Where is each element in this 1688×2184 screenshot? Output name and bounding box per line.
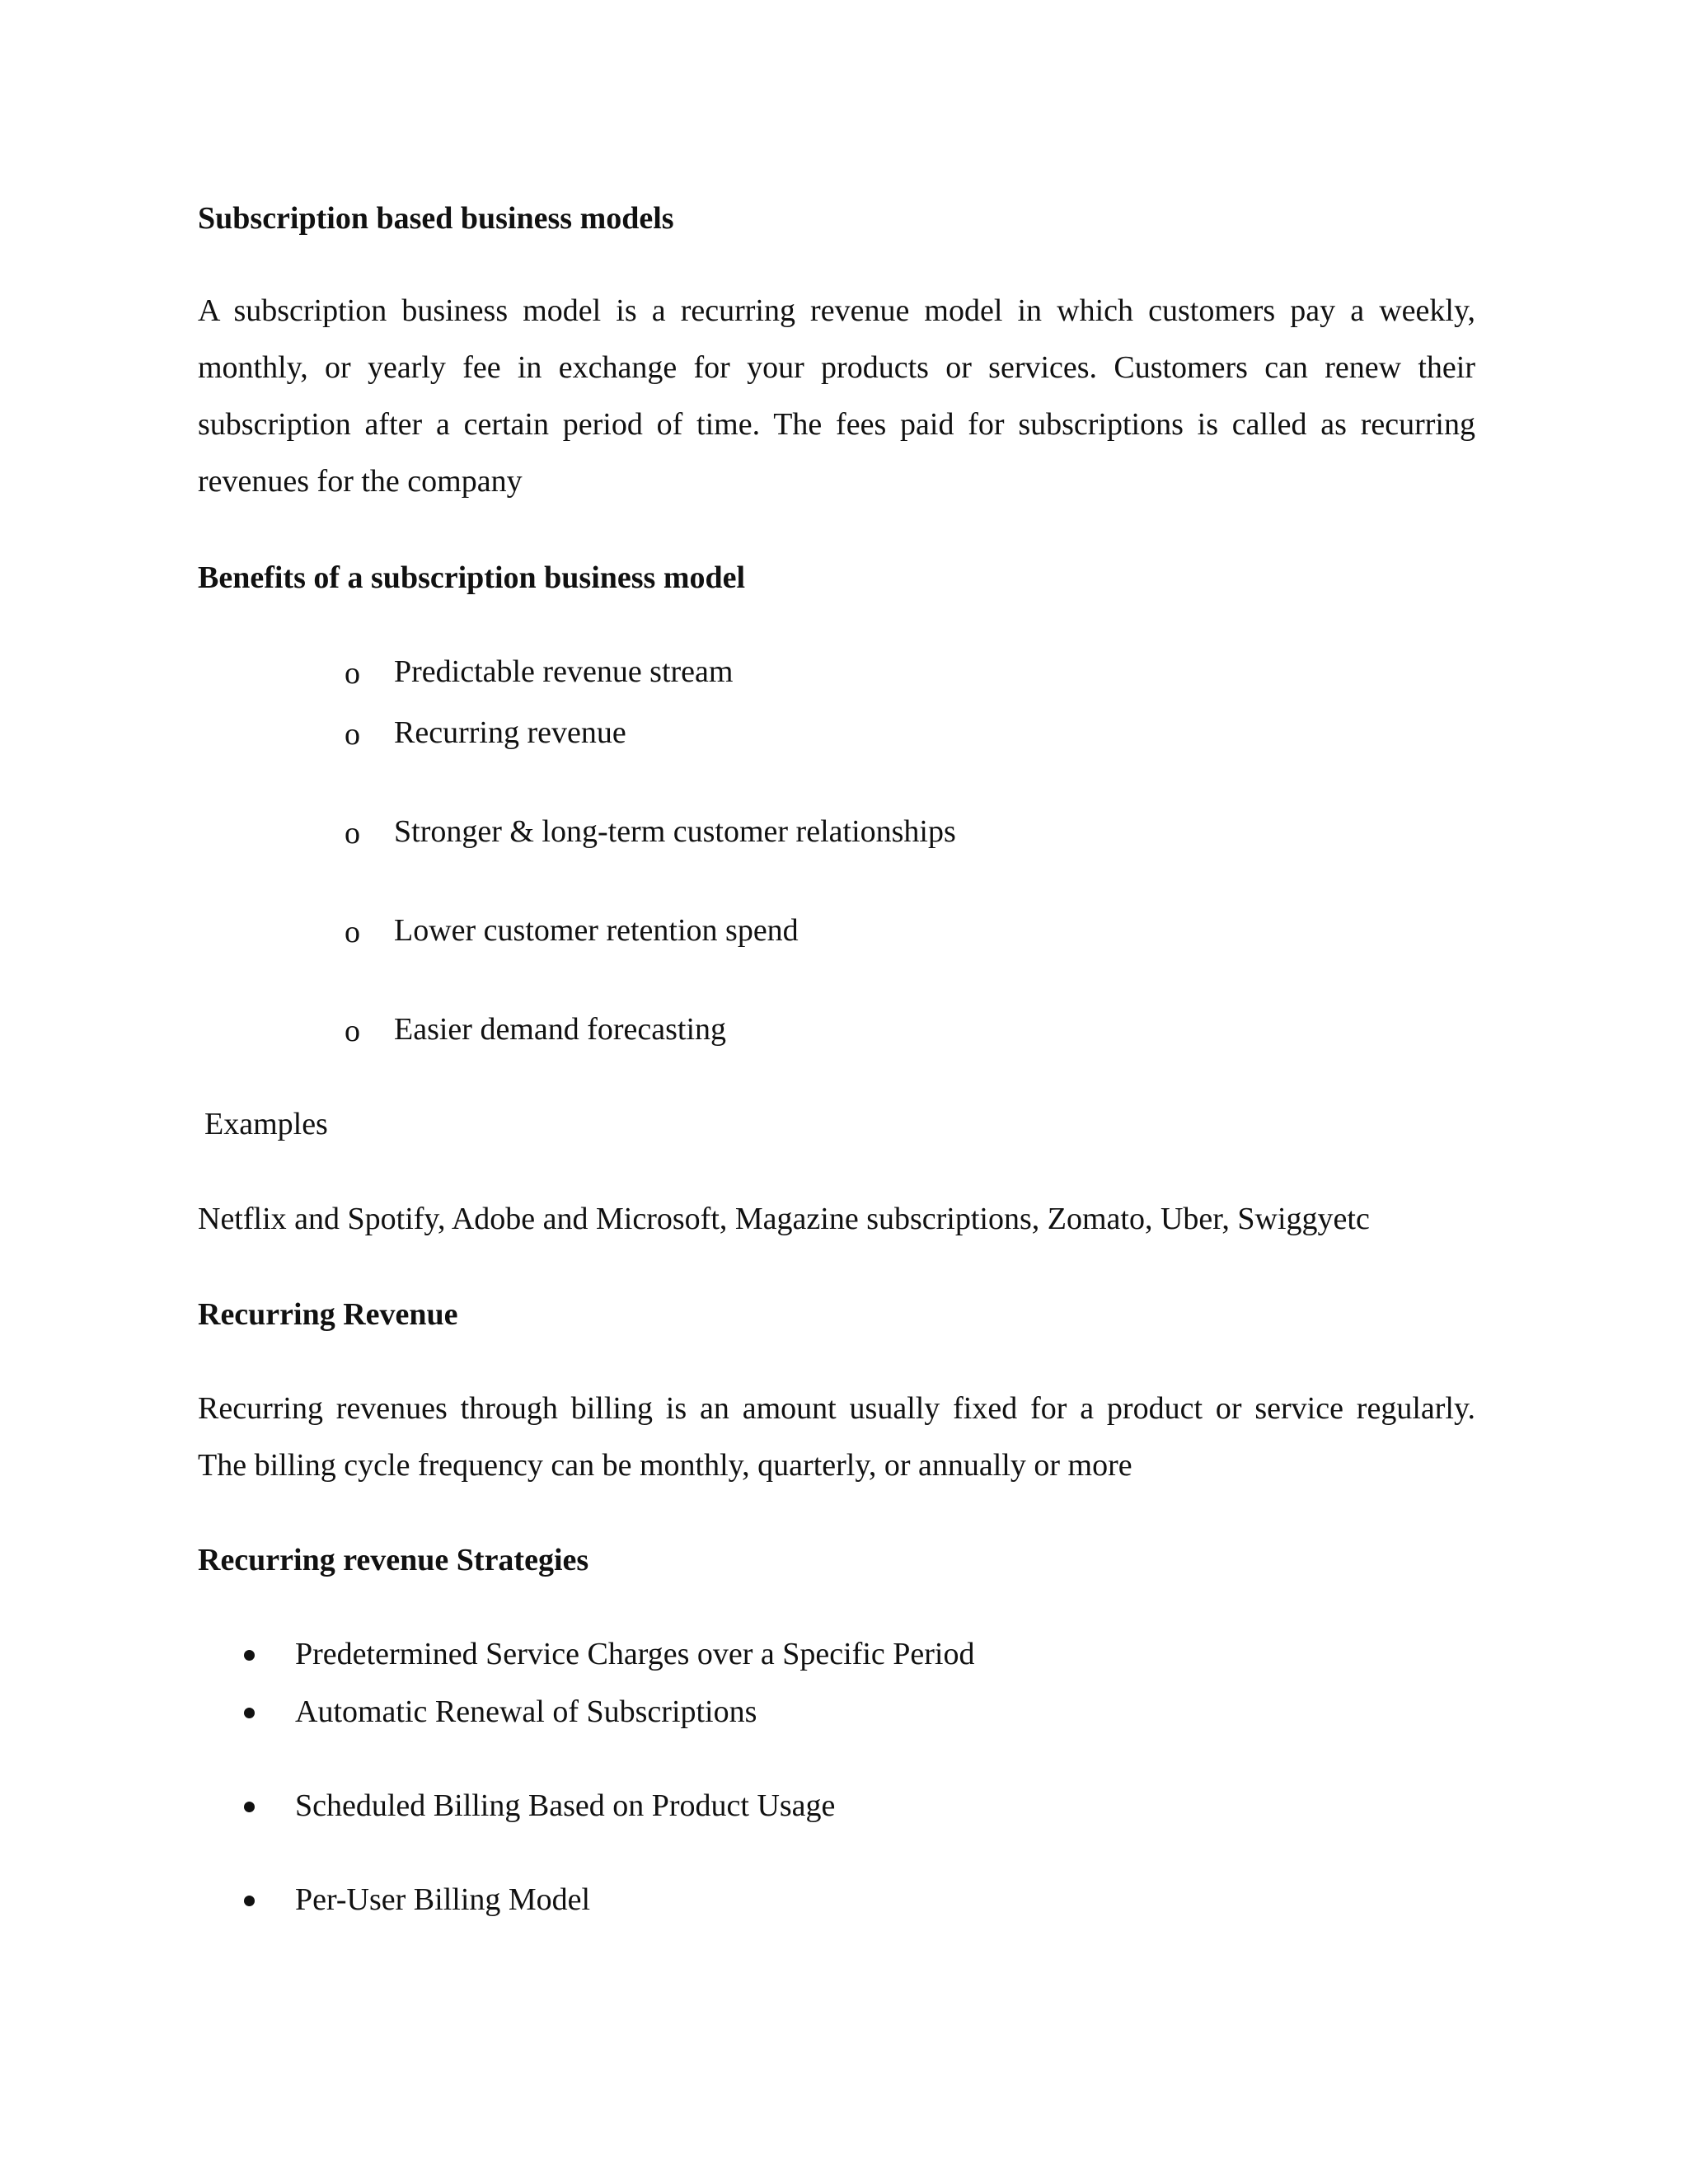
list-item: Scheduled Billing Based on Product Usage: [295, 1788, 836, 1823]
paragraph-line: A subscription business model is a recurring revenue model in which customers pay a weekly,: [198, 293, 1475, 328]
paragraph-line: monthly, or yearly fee in exchange for your products or services. Customers can renew their: [198, 350, 1475, 385]
paragraph-line: The billing cycle frequency can be monthly, quarterly, or annually or more: [198, 1448, 1132, 1483]
paragraph-line: Recurring revenues through billing is an amount usually fixed for a product or service regularly.: [198, 1391, 1475, 1426]
examples-label: Examples: [204, 1107, 328, 1141]
examples-text: Netflix and Spotify, Adobe and Microsoft, Magazine subscriptions, Zomato, Uber, Swiggyetc: [198, 1202, 1370, 1236]
hollow-bullet-icon: o: [345, 915, 360, 949]
paragraph-line: subscription after a certain period of time. The fees paid for subscriptions is called as recurring: [198, 407, 1475, 442]
list-item: Predictable revenue stream: [394, 654, 734, 689]
bullet-dot-icon: [244, 1708, 255, 1718]
hollow-bullet-icon: o: [345, 656, 360, 691]
intro-paragraph: [198, 295, 1475, 523]
bullet-dot-icon: [244, 1802, 255, 1812]
list-item: Recurring revenue: [394, 715, 626, 750]
hollow-bullet-icon: o: [345, 1014, 360, 1048]
heading-benefits: Benefits of a subscription business model: [198, 560, 746, 595]
recurring-paragraph: [198, 1393, 1475, 1507]
list-item: Per-User Billing Model: [295, 1882, 591, 1917]
hollow-bullet-icon: o: [345, 816, 360, 851]
bullet-dot-icon: [244, 1896, 255, 1906]
heading-subscription-models: Subscription based business models: [198, 201, 674, 236]
list-item: Automatic Renewal of Subscriptions: [295, 1694, 757, 1729]
list-item: Predetermined Service Charges over a Specific Period: [295, 1637, 975, 1671]
hollow-bullet-icon: o: [345, 717, 360, 752]
paragraph-line: revenues for the company: [198, 464, 523, 499]
list-item: Stronger & long-term customer relationships: [394, 814, 956, 849]
bullet-dot-icon: [244, 1650, 255, 1661]
list-item: Easier demand forecasting: [394, 1012, 727, 1047]
heading-recurring-revenue: Recurring Revenue: [198, 1297, 458, 1332]
list-item: Lower customer retention spend: [394, 913, 799, 948]
heading-strategies: Recurring revenue Strategies: [198, 1543, 589, 1577]
